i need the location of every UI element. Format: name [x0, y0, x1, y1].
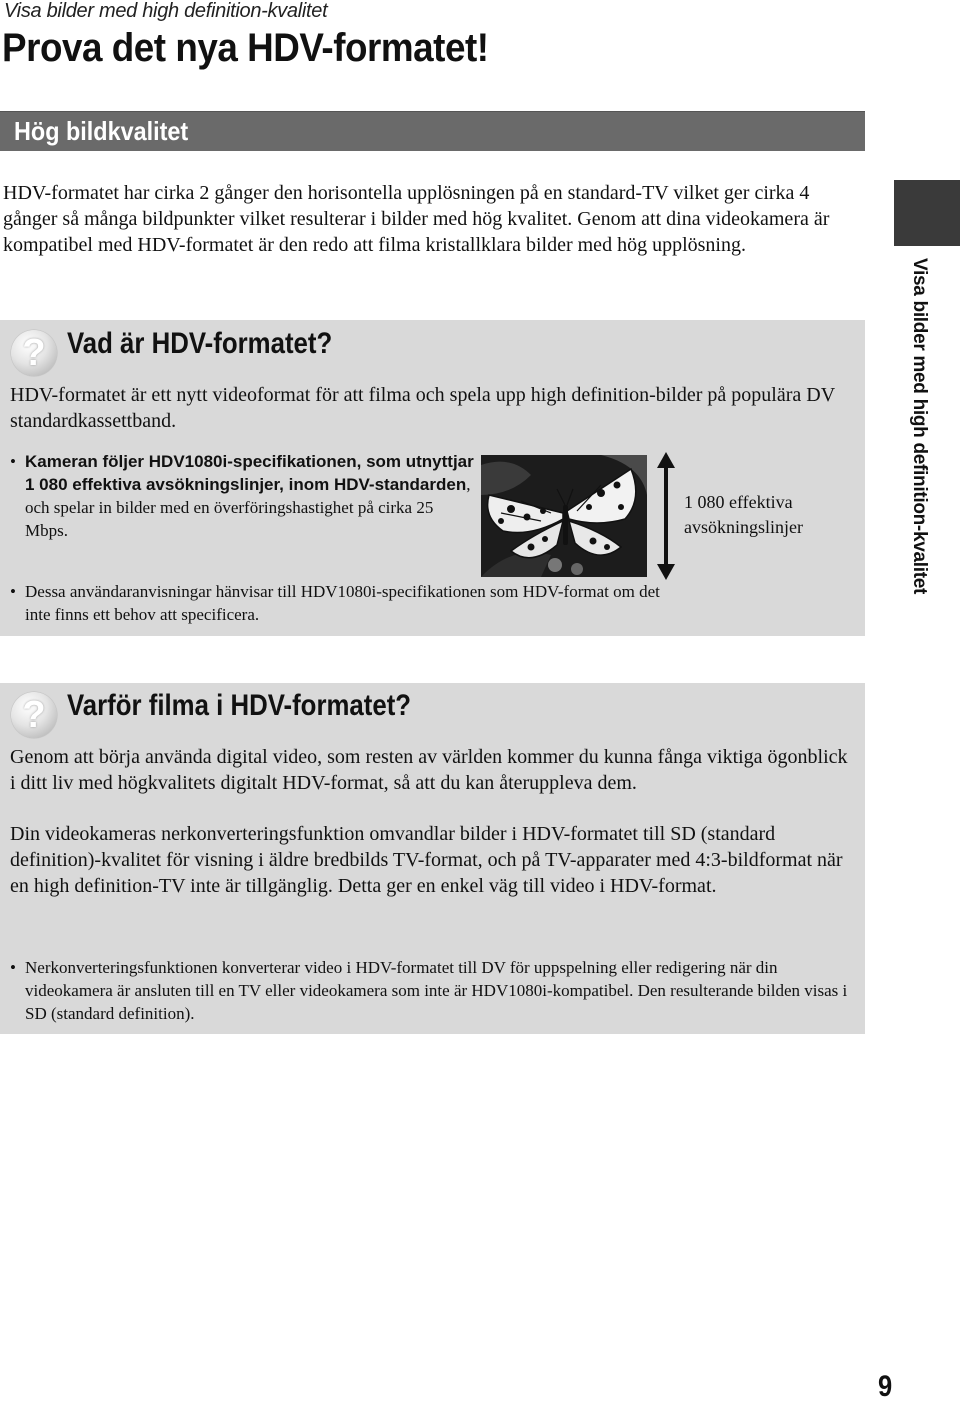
bullet-glyph: • — [10, 958, 16, 977]
question-icon: ? — [11, 692, 57, 738]
section-heading-bar — [0, 111, 865, 151]
list-item — [10, 450, 475, 542]
box-title-what-is-hdv: Vad är HDV-formatet? — [67, 327, 333, 360]
page-number: 9 — [878, 1370, 893, 1403]
bullet-glyph: • — [10, 582, 16, 601]
butterfly-photo — [481, 455, 647, 577]
section-heading: Hög bildkvalitet — [14, 116, 189, 146]
list-item — [10, 580, 660, 626]
chapter-tab-marker — [894, 180, 960, 246]
section-kicker: Visa bilder med high definition-kvalitet — [4, 0, 328, 22]
bullet-glyph: • — [10, 452, 16, 471]
scan-lines-label: 1 080 effektiva avsökningslinjer — [684, 492, 803, 537]
bullet-text: Dessa användaranvisningar hänvisar till HDV1080i-specifikationen som HDV-format om det inte finns ett behov att specificera. — [25, 582, 660, 624]
page-title: Prova det nya HDV-formatet! — [2, 26, 489, 70]
box-title-why-hdv: Varför filma i HDV-formatet? — [67, 689, 412, 722]
bullet-text: Nerkonverteringsfunktionen konverterar video i HDV-formatet till DV för uppspelning eller redigering när din videokamera är ansluten till en TV eller videokamera som inte är HDV1080i-kompatibel. Den resulterande bilden visas i SD (standard definition). — [25, 958, 848, 1023]
bullet-bold-text: Kameran följer HDV1080i-specifikationen, som utnyttjar 1 080 effektiva avsökningslinjer, inom HDV-standarden — [25, 452, 474, 494]
intro-paragraph: HDV-formatet har cirka 2 gånger den horisontella upplösningen på en standard-TV vilket ger cirka 4 gånger så många bildpunkter vilket resulterar i bilder med hög kvalitet. Genom att dina videokamera är kompatibel med HDV-formatet är den redo att filma kristallklara bilder med hög upplösning. — [3, 182, 830, 256]
bullet-text: , och spelar in bilder med en överföringshastighet på cirka 25 Mbps. — [25, 475, 471, 540]
vertical-double-arrow-icon — [655, 452, 677, 580]
list-item — [10, 956, 855, 1025]
box-paragraph: Genom att börja använda digital video, som resten av världen kommer du kunna fånga viktiga ögonblick i ditt liv med högkvalitets digitalt HDV-format, så att du kan återuppleva dem. — [10, 746, 848, 794]
chapter-tab-label: Visa bilder med high definition-kvalitet — [909, 258, 930, 595]
question-icon: ? — [11, 330, 57, 376]
box-paragraph: HDV-formatet är ett nytt videoformat för att filma och spela upp high definition-bilder på populära DV standardkassettband. — [10, 384, 835, 432]
box-paragraph: Din videokameras nerkonverteringsfunktion omvandlar bilder i HDV-formatet till SD (standard definition)-kvalitet för visning i äldre bredbilds TV-format, och på TV-apparater med 4:3-bildformat när en high definition-TV inte är tillgänglig. Detta ger en enkel väg till video i HDV-format. — [10, 823, 843, 897]
